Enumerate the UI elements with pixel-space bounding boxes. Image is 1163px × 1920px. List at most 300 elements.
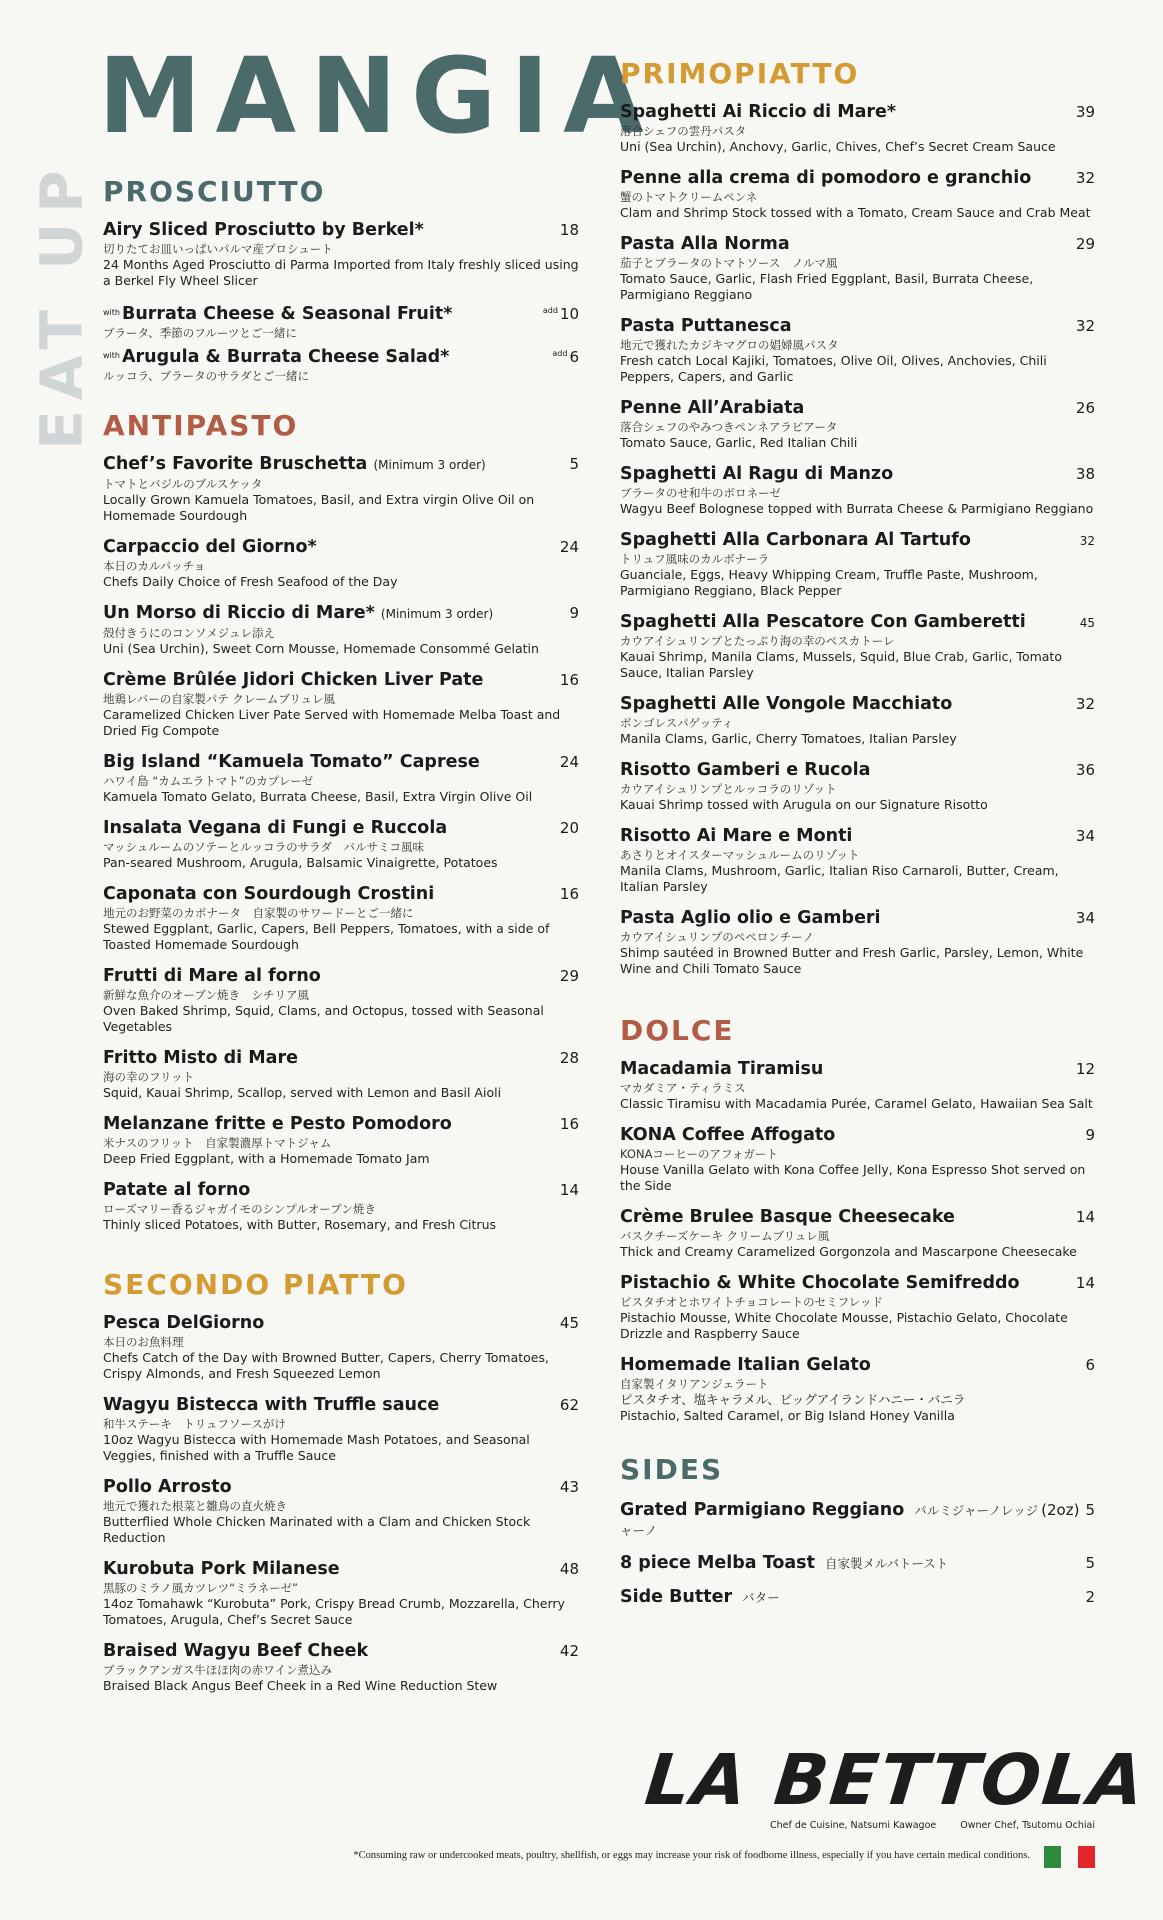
menu-item-row xyxy=(620,908,1095,929)
menu-item-name xyxy=(103,1313,264,1334)
menu-item-description: Kauai Shrimp, Manila Clams, Mussels, Squid, Blue Crab, Garlic, Tomato Sauce, Italian Parsley xyxy=(620,649,1062,680)
menu-item xyxy=(620,1355,1095,1424)
menu-item-name xyxy=(620,398,804,419)
menu-item xyxy=(620,102,1095,155)
brand-title: MANGIA xyxy=(98,35,658,157)
menu-item-title: Spaghetti Al Ragu di Manzo xyxy=(620,464,894,484)
menu-item-title: Insalata Vegana di Fungi e Ruccola xyxy=(103,818,448,838)
side-item-price xyxy=(1085,1554,1095,1572)
menu-item-name xyxy=(103,966,321,987)
menu-item-japanese: ボンゴレスパゲッティ xyxy=(620,716,734,730)
menu-item-japanese: ハワイ島 “カムエラトマト”のカプレーゼ xyxy=(103,774,314,788)
price-value: 32 xyxy=(1075,169,1095,187)
menu-item-description: Kamuela Tomato Gelato, Burrata Cheese, Basil, Extra Virgin Olive Oil xyxy=(103,789,533,804)
menu-item xyxy=(103,1048,579,1101)
right-column xyxy=(620,57,1095,1621)
menu-item-title: Chef’s Favorite Bruschetta xyxy=(103,454,368,474)
menu-item-row xyxy=(103,603,579,625)
menu-item-row xyxy=(620,612,1095,633)
menu-item-description: Chefs Catch of the Day with Browned Butter, Capers, Cherry Tomatoes, Crispy Almonds, and Fresh Squeezed Lemon xyxy=(103,1350,549,1381)
price-value: 45 xyxy=(1079,616,1095,630)
side-item-japanese: バター xyxy=(742,1590,780,1605)
price-value: 14 xyxy=(1075,1274,1095,1292)
menu-item-japanese: KONAコーヒーのアフォガート xyxy=(620,1147,778,1161)
menu-item-japanese: 切りたてお皿いっぱいパルマ産プロシュート xyxy=(103,242,333,256)
price-value: 14 xyxy=(559,1181,579,1199)
menu-item-title: Melanzane fritte e Pesto Pomodoro xyxy=(103,1114,452,1134)
menu-item-japanese: 自家製イタリアンジェラート xyxy=(620,1377,769,1391)
price-value: 48 xyxy=(559,1560,579,1578)
menu-item-row xyxy=(620,464,1095,485)
menu-item-row xyxy=(620,168,1095,189)
menu-item-price xyxy=(560,1314,579,1332)
menu-item-row xyxy=(620,826,1095,847)
menu-item-description: Uni (Sea Urchin), Sweet Corn Mousse, Homemade Consommé Gelatin xyxy=(103,641,539,656)
menu-item xyxy=(620,612,1095,681)
menu-item-price xyxy=(560,967,579,985)
menu-item-row xyxy=(103,884,579,905)
menu-item-price xyxy=(560,221,579,239)
menu-item-title: Pasta Aglio olio e Gamberi xyxy=(620,908,881,928)
menu-item-description: Tomato Sauce, Garlic, Red Italian Chili xyxy=(620,435,858,450)
menu-item-description: Tomato Sauce, Garlic, Flash Fried Eggplant, Basil, Burrata Cheese, Parmigiano Reggiano xyxy=(620,271,1034,302)
menu-item xyxy=(103,1313,579,1382)
menu-item-name xyxy=(103,1395,439,1416)
menu-item-price xyxy=(1085,1356,1095,1374)
menu-item-row xyxy=(620,234,1095,255)
price-value: 2 xyxy=(1085,1588,1095,1606)
eat-up-vertical-text xyxy=(12,160,112,450)
menu-item-price xyxy=(543,305,579,323)
price-value: 18 xyxy=(559,221,579,239)
menu-section xyxy=(103,409,579,1233)
menu-item-row xyxy=(620,760,1095,781)
menu-item-name xyxy=(620,316,792,337)
menu-item-name xyxy=(620,530,971,551)
price-value: 62 xyxy=(559,1396,579,1414)
menu-item-price xyxy=(560,753,579,771)
menu-item-description: House Vanilla Gelato with Kona Coffee Jelly, Kona Espresso Shot served on the Side xyxy=(620,1162,1086,1193)
eat-up-label: EAT UP xyxy=(28,160,96,450)
menu-item-name xyxy=(620,826,852,847)
side-item-japanese: パルミジャーノレッジャーノ xyxy=(620,1503,1039,1538)
price-value: 39 xyxy=(1075,103,1095,121)
italian-flag-icon xyxy=(1044,1846,1095,1868)
menu-item-japanese: 落合シェフの雲丹パスタ xyxy=(620,124,747,138)
side-item-left xyxy=(620,1500,1041,1540)
menu-item xyxy=(620,694,1095,747)
menu-item-japanese: 海の幸のフリット xyxy=(103,1070,195,1084)
menu-item-japanese: トリュフ風味のカルボナーラ xyxy=(620,552,770,566)
menu-item-title: Arugula & Burrata Cheese Salad* xyxy=(121,347,450,367)
with-label: with xyxy=(103,308,120,317)
price-value: 32 xyxy=(1075,695,1095,713)
menu-item-price xyxy=(560,1115,579,1133)
sides-section xyxy=(620,1453,1095,1608)
menu-item-title: Spaghetti Alle Vongole Macchiato xyxy=(620,694,953,714)
price-value: 43 xyxy=(559,1478,579,1496)
menu-item-description: Uni (Sea Urchin), Anchovy, Garlic, Chives, Chef’s Secret Cream Sauce xyxy=(620,139,1056,154)
menu-item-price xyxy=(1080,534,1095,548)
price-value: 5 xyxy=(569,455,579,473)
menu-item xyxy=(103,884,579,953)
menu-item-title: KONA Coffee Affogato xyxy=(620,1125,836,1145)
menu-item-title: Spaghetti Alla Carbonara Al Tartufo xyxy=(620,530,971,550)
menu-item-japanese: 茄子とブラータのトマトソース ノルマ風 xyxy=(620,256,838,270)
menu-item-row xyxy=(620,530,1095,551)
disclaimer: *Consuming raw or undercooked meats, poultry, shellfish, or eggs may increase your risk of foodborne illness, especially if you have certain medical conditions. xyxy=(353,1850,1030,1861)
menu-item xyxy=(620,316,1095,385)
menu-item-title: Patate al forno xyxy=(103,1180,251,1200)
price-value: 24 xyxy=(559,538,579,556)
menu-item-name xyxy=(103,1559,340,1580)
price-value: 38 xyxy=(1075,465,1095,483)
menu-item-row xyxy=(103,1180,579,1201)
menu-item-description: Clam and Shrimp Stock tossed with a Tomato, Cream Sauce and Crab Meat xyxy=(620,205,1091,220)
menu-item-japanese: 地元のお野菜のカポナータ 自家製のサワードーとご一緒に xyxy=(103,906,414,920)
menu-item-row xyxy=(620,398,1095,419)
menu-item-name xyxy=(103,670,483,691)
menu-item xyxy=(620,1273,1095,1342)
price-value: 6 xyxy=(569,348,579,366)
menu-item-title: Spaghetti Alla Pescatore Con Gamberetti xyxy=(620,612,1026,632)
price-value: 12 xyxy=(1075,1060,1095,1078)
menu-item-price xyxy=(560,885,579,903)
menu-item-title: Big Island “Kamuela Tomato” Caprese xyxy=(103,752,480,772)
price-value: 28 xyxy=(559,1049,579,1067)
menu-item-name xyxy=(620,908,881,929)
menu-item-note: (Minimum 3 order) xyxy=(380,607,494,621)
menu-item-name xyxy=(620,760,870,781)
section-title: PRIMOPIATTO xyxy=(620,57,860,90)
side-item-japanese: 自家製メルバトースト xyxy=(824,1556,949,1571)
menu-item-japanese: ブラックアンガス牛ほほ肉の赤ワイン煮込み xyxy=(103,1663,332,1677)
menu-item-name xyxy=(103,1180,250,1201)
menu-item-japanese: カウアイシュリンプのペペロンチーノ xyxy=(620,930,815,944)
menu-item-name xyxy=(103,603,493,625)
side-item-name: Side Butter xyxy=(620,1587,733,1607)
menu-item xyxy=(620,908,1095,977)
menu-item-japanese: 米ナスのフリット 自家製濃厚トマトジャム xyxy=(103,1136,332,1150)
menu-item-row xyxy=(103,220,579,241)
menu-item-price xyxy=(560,1396,579,1414)
menu-item xyxy=(103,1477,579,1546)
menu-item-description: Locally Grown Kamuela Tomatoes, Basil, and Extra virgin Olive Oil on Homemade Sourdough xyxy=(103,492,535,523)
menu-section xyxy=(620,57,1095,977)
price-value: 42 xyxy=(559,1642,579,1660)
menu-item-japanese: 新鮮な魚介のオーブン焼き シチリア風 xyxy=(103,988,309,1002)
side-item-price xyxy=(1041,1501,1095,1519)
menu-item-japanese: 和牛ステーキ トリュフソースがけ xyxy=(103,1417,286,1431)
menu-item-japanese: 本日のカルパッチョ xyxy=(103,559,206,573)
menu-item-name xyxy=(103,1114,452,1135)
menu-item-description: Shimp sautéed in Browned Butter and Fresh Garlic, Parsley, Lemon, White Wine and Chili Tomato Sauce xyxy=(620,945,1084,976)
menu-item-name xyxy=(103,454,486,476)
menu-item-note: (Minimum 3 order) xyxy=(373,458,486,472)
price-value: 20 xyxy=(559,819,579,837)
side-item-name: 8 piece Melba Toast xyxy=(620,1553,815,1573)
menu-item-japanese: ブラータのせ和牛のボロネーゼ xyxy=(620,486,781,500)
menu-item-title: Pasta Alla Norma xyxy=(620,234,790,254)
menu-item xyxy=(103,1641,579,1694)
menu-item-row xyxy=(620,1125,1095,1146)
menu-item xyxy=(620,826,1095,895)
menu-item-name xyxy=(103,1477,232,1498)
menu-item-description: Butterflied Whole Chicken Marinated with a Clam and Chicken Stock Reduction xyxy=(103,1514,531,1545)
menu-item-japanese: 本日のお魚料理 xyxy=(103,1335,184,1349)
menu-item-price xyxy=(560,1560,579,1578)
menu-item-description: Caramelized Chicken Liver Pate Served with Homemade Melba Toast and Dried Fig Compote xyxy=(103,707,561,738)
menu-item-description: Classic Tiramisu with Macadamia Purée, Caramel Gelato, Hawaiian Sea Salt xyxy=(620,1096,1093,1111)
menu-item-row xyxy=(620,694,1095,715)
menu-item-row xyxy=(103,670,579,691)
menu-item xyxy=(620,760,1095,813)
price-value: 36 xyxy=(1075,761,1095,779)
menu-item-price xyxy=(1076,465,1095,483)
menu-item-name xyxy=(103,1048,298,1069)
flag-stripe-green xyxy=(1044,1846,1061,1868)
menu-item-name xyxy=(103,752,480,773)
side-item xyxy=(620,1587,1095,1608)
owner-chef: Owner Chef, Tsutomu Ochiai xyxy=(960,1820,1095,1831)
side-item-qty: (2oz) xyxy=(1041,1501,1080,1519)
menu-item-japanese: 地元で獲れたカジキマグロの娼婦風パスタ xyxy=(620,338,839,352)
credits xyxy=(770,1820,1095,1831)
menu-item-name xyxy=(103,884,434,905)
menu-item-description: Squid, Kauai Shrimp, Scallop, served with Lemon and Basil Aioli xyxy=(103,1085,502,1100)
menu-item-price xyxy=(560,538,579,556)
side-item xyxy=(620,1500,1095,1540)
menu-item-price xyxy=(560,1181,579,1199)
menu-section xyxy=(620,1014,1095,1424)
menu-item-name xyxy=(620,168,1031,189)
menu-item-price xyxy=(1076,103,1095,121)
menu-item-name xyxy=(103,1641,368,1662)
menu-item-name xyxy=(620,1207,955,1228)
menu-item-title: Penne alla crema di pomodoro e granchio xyxy=(620,168,1032,188)
menu-item-title: Risotto Gamberi e Rucola xyxy=(620,760,871,780)
price-value: 32 xyxy=(1075,317,1095,335)
logo-wordmark: LA BETTOLA xyxy=(641,1739,1150,1821)
menu-item-row xyxy=(620,1273,1095,1294)
menu-item xyxy=(620,234,1095,303)
menu-item xyxy=(103,454,579,524)
la-bettola-logo xyxy=(641,1738,1150,1821)
menu-item-row xyxy=(103,1395,579,1416)
menu-item-description: Guanciale, Eggs, Heavy Whipping Cream, Truffle Paste, Mushroom, Parmigiano Reggiano, Black Pepper xyxy=(620,567,1038,598)
menu-item-japanese: ピスタチオとホワイトチョコレートのセミフレッド xyxy=(620,1295,884,1309)
menu-item xyxy=(103,670,579,739)
menu-item-title: Carpaccio del Giorno* xyxy=(103,537,317,557)
menu-item-title: Pesca DelGiorno xyxy=(103,1313,265,1333)
menu-item-description: Manila Clams, Garlic, Cherry Tomatoes, Italian Parsley xyxy=(620,731,957,746)
menu-item-row xyxy=(103,818,579,839)
menu-item-description: Pistachio Mousse, White Chocolate Mousse, Pistachio Gelato, Chocolate Drizzle and Raspberry Sauce xyxy=(620,1310,1068,1341)
price-value: 34 xyxy=(1075,827,1095,845)
price-value: 45 xyxy=(559,1314,579,1332)
menu-item-japanese: 地鶏レバーの自家製パテ クレームブリュレ風 xyxy=(103,692,336,706)
menu-item xyxy=(103,537,579,590)
menu-item-name xyxy=(103,818,447,839)
menu-item-price xyxy=(1076,909,1095,927)
menu-item xyxy=(103,966,579,1035)
menu-item-name xyxy=(103,537,317,558)
menu-item-japanese: ルッコラ、ブラータのサラダとご一緒に xyxy=(103,369,309,383)
menu-item xyxy=(103,1180,579,1233)
menu-item-japanese: トマトとバジルのブルスケッタ xyxy=(103,477,263,491)
menu-item-row xyxy=(103,1477,579,1498)
menu-item-title: Macadamia Tiramisu xyxy=(620,1059,824,1079)
menu-item-title: Spaghetti Ai Riccio di Mare* xyxy=(620,102,897,122)
menu-item xyxy=(103,1114,579,1167)
menu-item xyxy=(103,752,579,805)
menu-item-price xyxy=(552,348,579,366)
add-label: add xyxy=(542,306,558,315)
menu-item xyxy=(103,818,579,871)
menu-item-description: Stewed Eggplant, Garlic, Capers, Bell Peppers, Tomatoes, with a side of Toasted Homemade Sourdough xyxy=(103,921,550,952)
menu-item-japanese: 蟹のトマトクリームペンネ xyxy=(620,190,758,204)
menu-item-description: Pan-seared Mushroom, Arugula, Balsamic Vinaigrette, Potatoes xyxy=(103,855,498,870)
menu-item-title: Risotto Ai Mare e Monti xyxy=(620,826,853,846)
menu-item-name xyxy=(620,464,893,485)
menu-item-description: ピスタチオ、塩キャラメル、ビッグアイランドハニー・バニラ Pistachio, Salted Caramel, or Big Island Honey Vanilla xyxy=(620,1392,966,1423)
price-value: 16 xyxy=(559,671,579,689)
menu-item-description: Braised Black Angus Beef Cheek in a Red Wine Reduction Stew xyxy=(103,1678,498,1693)
menu-item xyxy=(620,530,1095,599)
price-value: 34 xyxy=(1075,909,1095,927)
menu-item-row xyxy=(620,1059,1095,1080)
price-value: 6 xyxy=(1085,1356,1095,1374)
menu-item-description: 14oz Tomahawk “Kurobuta” Pork, Crispy Bread Crumb, Mozzarella, Cherry Tomatoes, Arugula, Chef’s Secret Sauce xyxy=(103,1596,565,1627)
menu-item-row xyxy=(103,1559,579,1580)
menu-item-name xyxy=(620,612,1026,633)
menu-item-price xyxy=(1080,616,1095,630)
chef-de-cuisine: Chef de Cuisine, Natsumi Kawagoe xyxy=(770,1820,937,1831)
menu-item-japanese: あさりとオイスターマッシュルームのリゾット xyxy=(620,848,860,862)
menu-item-title: Wagyu Bistecca with Truffle sauce xyxy=(103,1395,440,1415)
add-label: add xyxy=(552,349,568,358)
with-label: with xyxy=(103,351,120,360)
menu-item-description: Chefs Daily Choice of Fresh Seafood of the Day xyxy=(103,574,398,589)
menu-item-japanese: ローズマリー香るジャガイモのシンプルオーブン焼き xyxy=(103,1202,376,1216)
menu-item-title: Pasta Puttanesca xyxy=(620,316,792,336)
section-title: SECONDO PIATTO xyxy=(103,1268,408,1301)
flag-stripe-red xyxy=(1078,1846,1095,1868)
section-title: SIDES xyxy=(620,1453,724,1486)
menu-section xyxy=(103,1268,579,1694)
menu-item-row xyxy=(103,302,579,325)
menu-item-row xyxy=(620,316,1095,337)
menu-item-price xyxy=(569,604,579,622)
menu-item-japanese: 地元で獲れた根菜と雛鳥の直火焼き xyxy=(103,1499,287,1513)
price-value: 16 xyxy=(559,1115,579,1133)
section-title: PROSCIUTTO xyxy=(103,175,326,208)
menu-item-title: Burrata Cheese & Seasonal Fruit* xyxy=(121,304,453,324)
menu-item-price xyxy=(1076,399,1095,417)
price-value: 9 xyxy=(569,604,579,622)
menu-item xyxy=(620,464,1095,517)
menu-item-name xyxy=(620,1125,835,1146)
menu-item-price xyxy=(1076,761,1095,779)
menu-item-title: Homemade Italian Gelato xyxy=(620,1355,871,1375)
menu-item-description: Fresh catch Local Kajiki, Tomatoes, Olive Oil, Olives, Anchovies, Chili Peppers, Capers, and Garlic xyxy=(620,353,1047,384)
menu-item-price xyxy=(560,1478,579,1496)
menu-item-title: Crème Brûlée Jidori Chicken Liver Pate xyxy=(103,670,484,690)
menu-section xyxy=(103,175,579,384)
menu-item-row xyxy=(103,966,579,987)
left-column xyxy=(103,175,579,1707)
menu-item-description: Deep Fried Eggplant, with a Homemade Tomato Jam xyxy=(103,1151,430,1166)
menu-item-row xyxy=(103,1048,579,1069)
menu-item-name xyxy=(103,220,424,241)
flag-stripe-white xyxy=(1061,1846,1078,1868)
menu-item-description: 10oz Wagyu Bistecca with Homemade Mash Potatoes, and Seasonal Veggies, finished with a Truffle Sauce xyxy=(103,1432,530,1463)
menu-item-title: Fritto Misto di Mare xyxy=(103,1048,298,1068)
menu-item-japanese: カウアイシュリンプとルッコラのリゾット xyxy=(620,782,837,796)
menu-item-price xyxy=(1085,1126,1095,1144)
menu-item-row xyxy=(620,1207,1095,1228)
menu-item-japanese: 殻付きうにのコンソメジュレ添え xyxy=(103,626,276,640)
side-item-price xyxy=(1085,1588,1095,1606)
price-value: 26 xyxy=(1075,399,1095,417)
menu-item-title: Pistachio & White Chocolate Semifreddo xyxy=(620,1273,1020,1293)
menu-item-price xyxy=(1076,169,1095,187)
menu-item xyxy=(103,345,579,384)
menu-item-price xyxy=(560,1049,579,1067)
menu-item-name xyxy=(103,302,452,325)
menu-item-price xyxy=(560,1642,579,1660)
price-value: 10 xyxy=(559,305,579,323)
menu-item xyxy=(620,1125,1095,1194)
menu-item-price xyxy=(1076,1208,1095,1226)
menu-item-name xyxy=(620,1355,871,1376)
side-item-left xyxy=(620,1553,948,1574)
menu-item-row xyxy=(103,1313,579,1334)
menu-item-japanese: 落合シェフのやみつきペンネアラビアータ xyxy=(620,420,838,434)
menu-item-japanese: 黒豚のミラノ風カツレツ“ミラネーゼ” xyxy=(103,1581,298,1595)
menu-item-description: Oven Baked Shrimp, Squid, Clams, and Octopus, tossed with Seasonal Vegetables xyxy=(103,1003,544,1034)
menu-item-name xyxy=(103,345,449,368)
menu-item xyxy=(103,1559,579,1628)
menu-item-name xyxy=(620,234,790,255)
menu-item-description: 24 Months Aged Prosciutto di Parma Imported from Italy freshly sliced using a Berkel Fly Wheel Slicer xyxy=(103,257,579,288)
menu-item-title: Kurobuta Pork Milanese xyxy=(103,1559,340,1579)
menu-item xyxy=(103,1395,579,1464)
menu-item-name xyxy=(620,694,952,715)
menu-item-description: Thinly sliced Potatoes, with Butter, Rosemary, and Fresh Citrus xyxy=(103,1217,496,1232)
menu-item-title: Penne All’Arabiata xyxy=(620,398,805,418)
side-item-left xyxy=(620,1587,780,1608)
menu-item-row xyxy=(620,1355,1095,1376)
price-value: 9 xyxy=(1085,1126,1095,1144)
menu-item-row xyxy=(103,1641,579,1662)
menu-item-japanese: マッシュルームのソテーとルッコラのサラダ バルサミコ風味 xyxy=(103,840,424,854)
menu-item-row xyxy=(103,345,579,368)
section-title: ANTIPASTO xyxy=(103,409,299,442)
menu-item-name xyxy=(620,1273,1020,1294)
menu-item-japanese: カウアイシュリンプとたっぷり海の幸のペスカトーレ xyxy=(620,634,895,648)
price-value: 5 xyxy=(1085,1501,1095,1519)
menu-item-price xyxy=(569,455,579,473)
price-value: 29 xyxy=(559,967,579,985)
menu-item-title: Braised Wagyu Beef Cheek xyxy=(103,1641,369,1661)
menu-item-description: Kauai Shrimp tossed with Arugula on our Signature Risotto xyxy=(620,797,988,812)
menu-item-japanese: ブラータ、季節のフルーツとご一緒に xyxy=(103,326,297,340)
price-value: 29 xyxy=(1075,235,1095,253)
menu-item-title: Un Morso di Riccio di Mare* xyxy=(103,603,375,623)
menu-item xyxy=(620,1059,1095,1112)
menu-item-title: Airy Sliced Prosciutto by Berkel* xyxy=(103,220,424,240)
